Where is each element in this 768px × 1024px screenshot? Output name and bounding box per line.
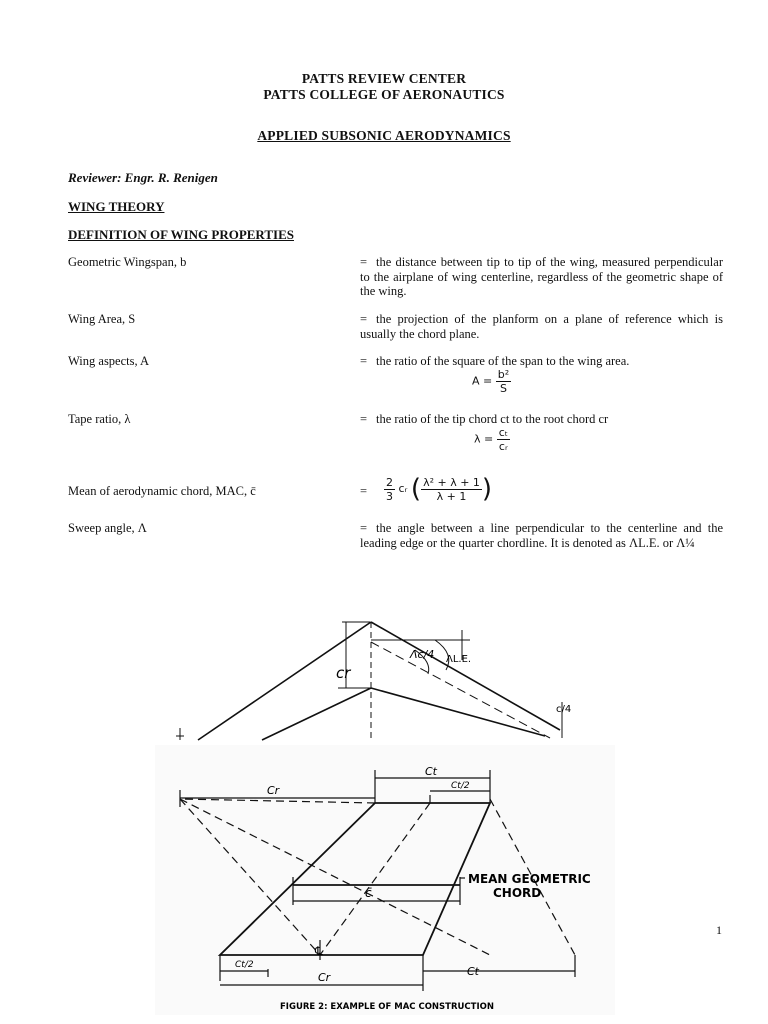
def-wingspan: the distance between tip to tip of the wing, measured perpendicular to the airplane of wing centerline, regardless of the geometric shape of the wing. xyxy=(360,255,723,298)
term-wingspan: Geometric Wingspan, b xyxy=(68,255,187,269)
formula-denominator: S xyxy=(499,382,507,395)
formula-denominator: λ + 1 xyxy=(436,489,467,503)
label-cr-bottom: Cr xyxy=(318,971,331,984)
def-aspect-ratio: the ratio of the square of the span to the wing area. xyxy=(376,354,630,368)
page-number: 1 xyxy=(716,923,722,937)
label-cbar: c̄ xyxy=(365,886,372,900)
eq-sign: = xyxy=(360,521,368,535)
formula-mac xyxy=(384,474,492,504)
label-chord: CHORD xyxy=(493,886,542,900)
formula-numerator: cₜ xyxy=(498,426,509,439)
subsection-title: DEFINITION OF WING PROPERTIES xyxy=(68,227,294,242)
formula-numerator: λ² + λ + 1 xyxy=(423,475,480,489)
label-c4: c/4 xyxy=(556,704,572,715)
formula-lhs: λ = xyxy=(474,432,494,446)
label-cr: cr xyxy=(336,664,351,682)
trailing-edge-left xyxy=(262,688,371,740)
formula-lhs: A = xyxy=(472,374,493,388)
formula-denominator: cᵣ xyxy=(498,440,508,453)
eq-sign: = xyxy=(360,312,368,326)
formula-coef-den: 3 xyxy=(386,489,393,503)
label-ct2-top: Ct/2 xyxy=(451,781,470,791)
term-mac: Mean of aerodynamic chord, MAC, c̄ xyxy=(68,484,256,498)
eq-sign: = xyxy=(360,484,368,498)
paren-open: ( xyxy=(410,474,422,504)
paren-close: ) xyxy=(481,474,493,504)
label-ct-top: Ct xyxy=(425,765,437,778)
mac-construction-figure xyxy=(155,745,615,1015)
term-sweep: Sweep angle, Λ xyxy=(68,521,147,535)
header-institution: PATTS REVIEW CENTER xyxy=(301,71,467,86)
section-title: WING THEORY xyxy=(68,199,165,214)
eq-sign: = xyxy=(360,354,368,368)
term-wing-area: Wing Area, S xyxy=(68,312,136,326)
label-ct-bottom: Ct xyxy=(467,965,479,978)
formula-aspect xyxy=(472,368,511,395)
def-taper-ratio: the ratio of the tip chord ct to the root chord cr xyxy=(376,412,609,426)
course-title: APPLIED SUBSONIC AERODYNAMICS xyxy=(257,128,511,143)
eq-sign: = xyxy=(360,412,368,426)
trailing-edge-right xyxy=(371,688,545,736)
eq-sign: = xyxy=(360,255,368,269)
label-sweep-quarter: Λc/4 xyxy=(410,648,435,661)
label-ct2-bottom: Ct/2 xyxy=(235,960,254,970)
reviewer-line: Reviewer: Engr. R. Renigen xyxy=(68,170,218,185)
formula-taper xyxy=(474,426,510,453)
term-taper-ratio: Tape ratio, λ xyxy=(68,412,131,426)
def-wing-area: the projection of the planform on a plane of reference which is usually the chord plane. xyxy=(360,312,723,341)
formula-cr: cᵣ xyxy=(398,482,408,495)
label-sweep-le: ΛL.E. xyxy=(446,654,472,665)
label-cr-top: Cr xyxy=(267,784,280,797)
header-college: PATTS COLLEGE OF AERONAUTICS xyxy=(263,87,505,102)
label-centerline: ℄ xyxy=(315,944,323,958)
formula-coef-num: 2 xyxy=(386,475,393,489)
def-sweep: the angle between a line perpendicular to the centerline and the leading edge or the quarter chordline. It is denoted as ΛL.E. or Λ¼ xyxy=(360,521,723,550)
term-aspect-ratio: Wing aspects, A xyxy=(68,354,150,368)
swept-wing-figure xyxy=(170,612,590,744)
figure-caption: FIGURE 2: EXAMPLE OF MAC CONSTRUCTION xyxy=(280,1002,494,1012)
label-mean-geometric: MEAN GEOMETRIC xyxy=(468,872,591,886)
formula-numerator: b² xyxy=(497,368,510,381)
